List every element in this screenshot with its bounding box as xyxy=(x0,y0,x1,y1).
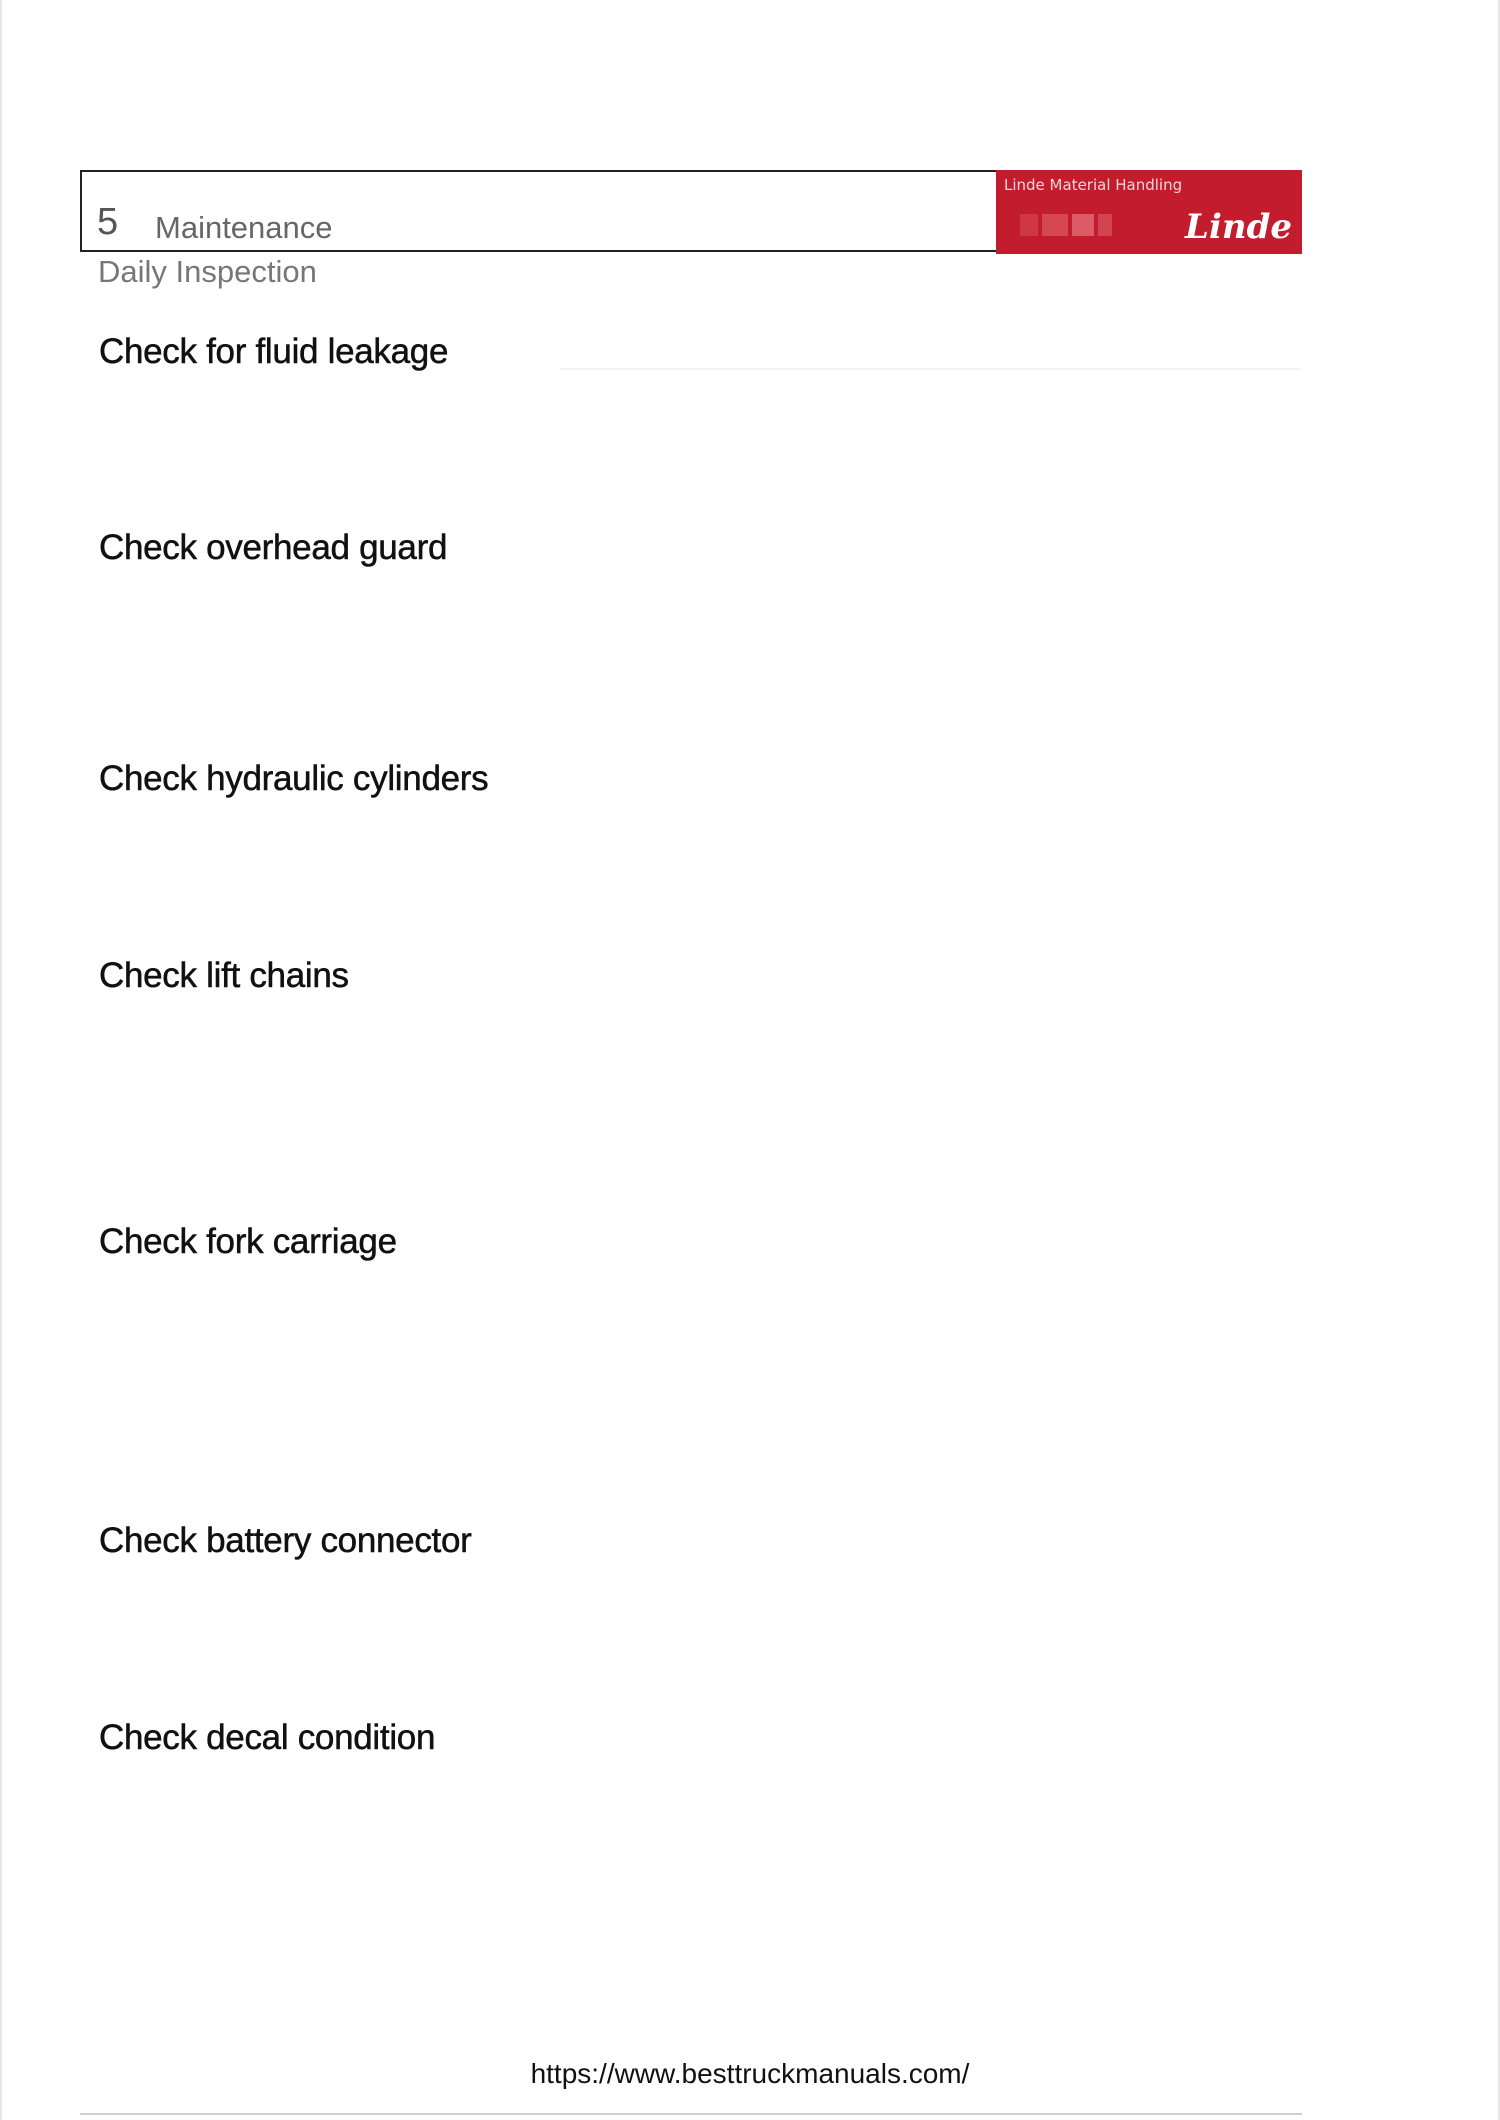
check-heading: Check battery connector xyxy=(99,1521,472,1560)
check-heading: Check overhead guard xyxy=(99,528,448,567)
section-subheading: Daily Inspection xyxy=(98,254,317,289)
divider xyxy=(560,368,1300,370)
check-heading: Check decal condition xyxy=(99,1718,436,1757)
chapter-title: Maintenance xyxy=(155,210,333,245)
logo-tagline: Linde Material Handling xyxy=(1004,176,1183,194)
check-heading: Check hydraulic cylinders xyxy=(99,759,489,798)
check-heading: Check lift chains xyxy=(99,956,349,995)
footer-rule xyxy=(80,2113,1302,2115)
linde-logo xyxy=(996,170,1302,254)
check-heading: Check fork carriage xyxy=(99,1222,397,1261)
logo-brand: Linde xyxy=(1185,207,1292,247)
chapter-number: 5 xyxy=(97,201,119,243)
footer-url: https://www.besttruckmanuals.com/ xyxy=(530,2058,970,2089)
logo-graphic xyxy=(1020,214,1140,236)
page-edge-left xyxy=(0,0,2,2120)
check-heading: Check for fluid leakage xyxy=(99,332,449,371)
